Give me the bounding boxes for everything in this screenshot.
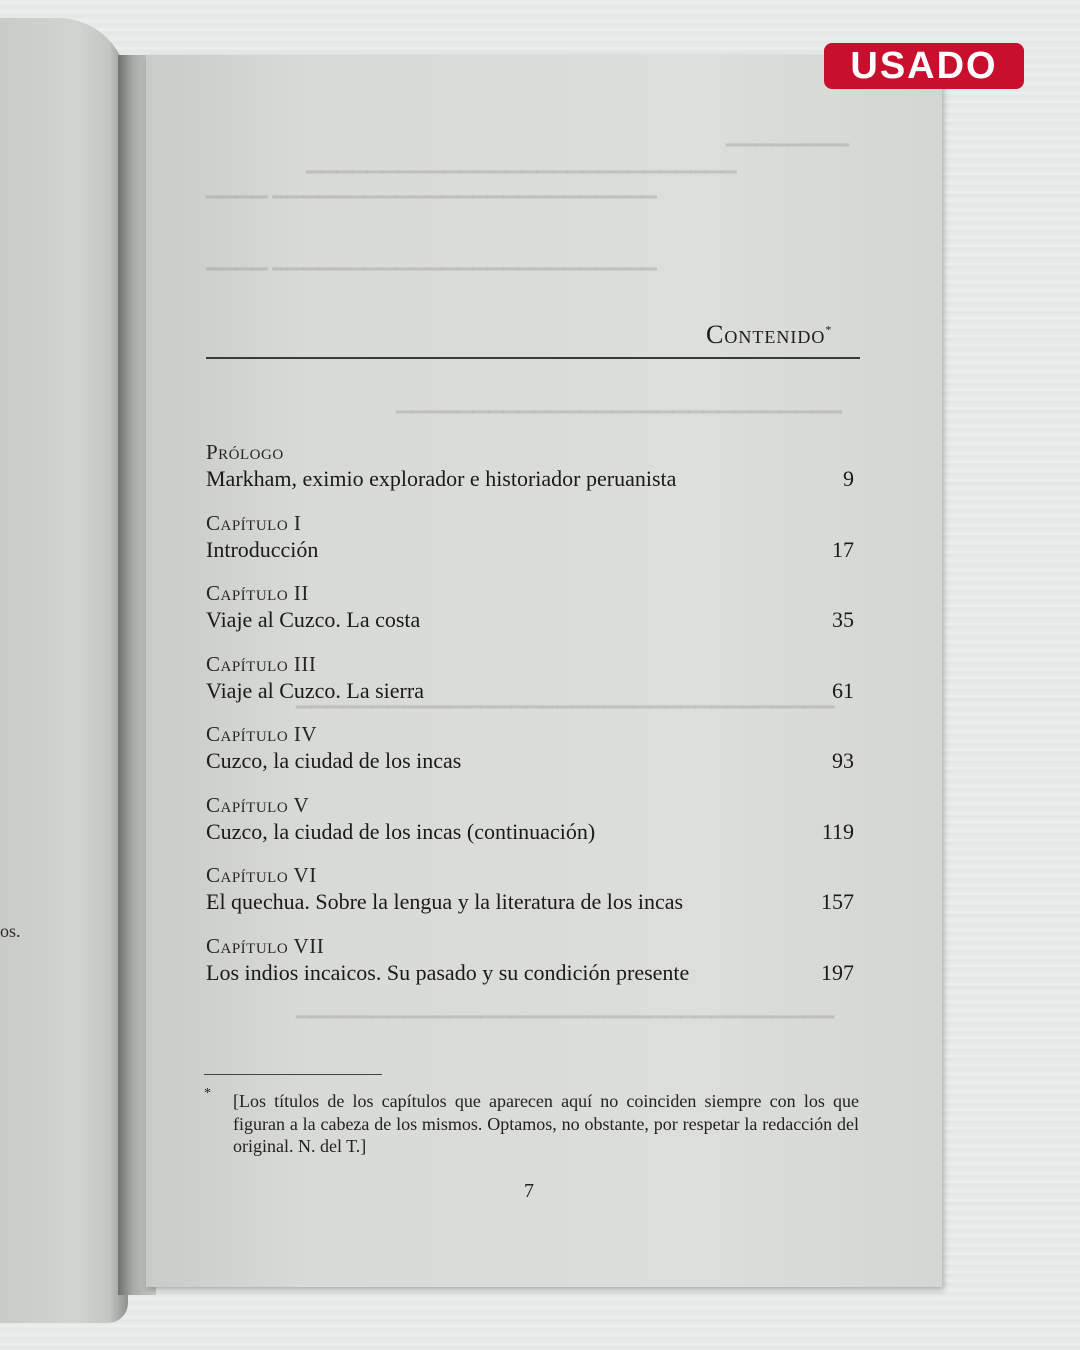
show-through-text: ▔▔▔▔ ▔▔▔▔▔▔▔▔▔▔▔▔▔▔▔▔▔▔▔▔▔▔▔▔▔: [206, 269, 658, 291]
toc-entry: [206, 581, 854, 652]
toc-entry-title: Viaje al Cuzco. La costa: [206, 607, 421, 632]
toc-entry: [206, 511, 854, 582]
show-through-text: ▔▔▔▔▔▔▔▔▔▔▔▔▔▔▔▔▔▔▔▔▔▔▔▔▔▔▔▔▔▔▔▔▔▔▔: [296, 707, 835, 729]
toc-entry: [206, 722, 854, 793]
toc-entry-title: Los indios incaicos. Su pasado y su condición presente: [206, 959, 690, 985]
toc-entry-label: Capítulo IV: [206, 722, 318, 746]
toc-entry-label: Capítulo VI: [206, 863, 317, 887]
left-page: [0, 18, 128, 1323]
toc-entry-page: 17: [832, 536, 854, 562]
toc-entry-title: Markham, eximio explorador e historiador peruanista: [206, 466, 677, 491]
page-number: 7: [524, 1180, 534, 1202]
toc-entry-title: Viaje al Cuzco. La sierra: [206, 677, 424, 703]
toc-entry-page: 35: [832, 607, 854, 632]
toc-entry-label: Capítulo V: [206, 792, 310, 817]
toc-entry: [206, 440, 854, 511]
footnote-rule: [204, 1074, 382, 1075]
toc-entry-page: 157: [821, 889, 854, 914]
toc-entry-label: Capítulo I: [206, 510, 302, 535]
toc-entry: [206, 934, 854, 1005]
used-badge: USADO: [824, 43, 1024, 89]
show-through-text: ▔▔▔▔▔▔▔▔▔▔▔▔▔▔▔▔▔▔▔▔▔▔▔▔▔▔▔▔▔▔▔▔▔▔▔: [296, 1017, 835, 1039]
toc-entry-label: Prólogo: [206, 440, 284, 464]
toc-entry-label: Capítulo II: [206, 581, 309, 605]
left-page-text-fragment: os.: [0, 921, 21, 941]
footnote-mark: *: [204, 1086, 211, 1101]
show-through-text: ▔▔▔▔▔▔▔▔▔▔▔▔▔▔▔▔▔▔▔▔▔▔▔▔▔▔▔▔: [306, 172, 737, 194]
heading-footnote-mark: *: [825, 322, 833, 337]
toc-entry-label: Capítulo VII: [206, 933, 325, 958]
toc-entry-label: Capítulo III: [206, 651, 317, 676]
show-through-text: ▔▔▔▔ ▔▔▔▔▔▔▔▔▔▔▔▔▔▔▔▔▔▔▔▔▔▔▔▔▔: [206, 197, 658, 219]
toc-entry-page: 9: [843, 466, 854, 491]
toc-entry-page: 197: [821, 959, 854, 985]
toc-entry: [206, 652, 854, 723]
toc-entry-title: El quechua. Sobre la lengua y la literatura de los incas: [206, 889, 684, 914]
toc-entry-page: 61: [832, 677, 854, 703]
toc-entry-title: Cuzco, la ciudad de los incas (continuación): [206, 818, 596, 844]
toc-entry-title: Cuzco, la ciudad de los incas: [206, 748, 462, 773]
toc-entry: [206, 793, 854, 864]
toc-entry-title: Introducción: [206, 536, 319, 562]
page-title: Contenido*: [706, 320, 833, 349]
footnote: [Los títulos de los capítulos que aparecen aquí no coinciden siempre con los que figuran a la cabeza de los mismos. Optamos, no obstante, por respetar la redacción del original. N. del T.]: [233, 1091, 859, 1156]
show-through-text: ▔▔▔▔▔▔▔▔▔▔▔▔▔▔▔▔▔▔▔▔▔▔▔▔▔▔▔▔▔: [396, 412, 843, 434]
toc-entry-page: 93: [832, 748, 854, 773]
toc-entry-page: 119: [821, 818, 854, 844]
title-rule: [206, 357, 860, 359]
show-through-text: ▔▔▔▔▔▔▔▔: [726, 145, 850, 167]
toc-entry: [206, 863, 854, 934]
table-of-contents: [206, 440, 854, 1004]
